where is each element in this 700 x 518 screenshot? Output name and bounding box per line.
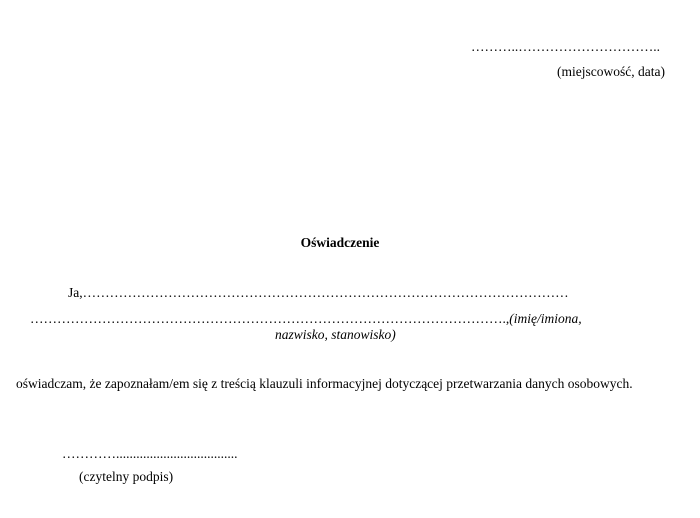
statement-text: oświadczam, że zapoznałam/em się z treścią klauzuli informacyjnej dotyczącej przetwarzania danych osobowych. (16, 376, 633, 391)
declarant-details-hint: (imię/imiona, (509, 311, 582, 326)
signature-dots: ………….................................... (62, 446, 238, 461)
declarant-details-line (30, 311, 582, 327)
declarant-name-line: Ja,……………………………………………………………………………………………… (68, 285, 569, 300)
signature-label: (czytelny podpis) (79, 469, 174, 484)
document-title: Oświadczenie (300, 235, 380, 250)
date-place-dots: ………..………………………….. (471, 39, 660, 54)
place-date-label: (miejscowość, data) (557, 64, 665, 79)
declarant-details-dots: ……………………………………………………………………………………………., (30, 311, 510, 326)
declarant-details-hint-continued: nazwisko, stanowisko) (275, 327, 396, 342)
